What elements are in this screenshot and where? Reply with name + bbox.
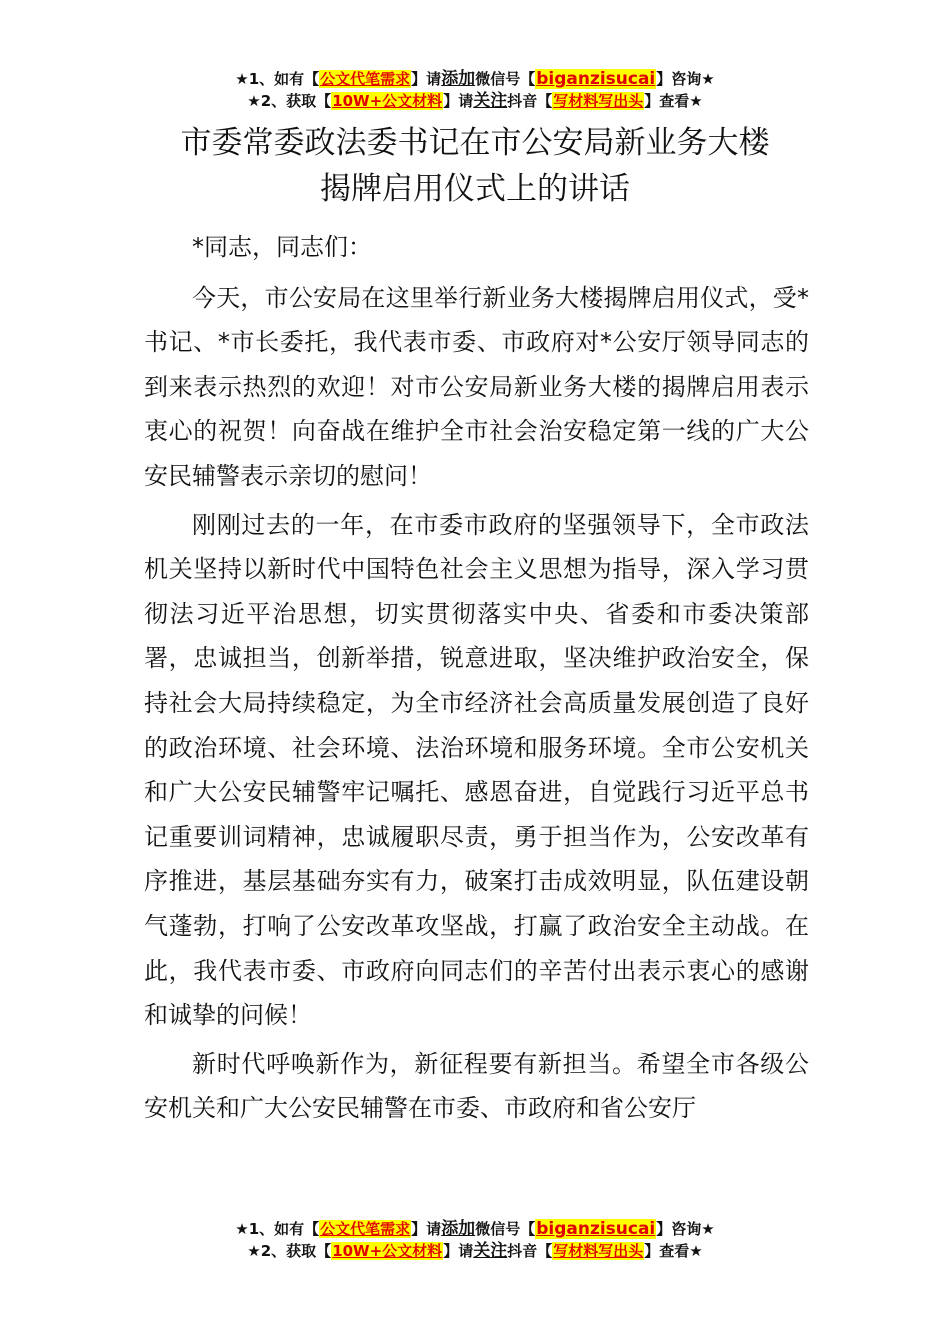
banner-underline: 关注: [473, 91, 508, 111]
banner-underline: 添加: [441, 1219, 476, 1239]
banner-line-2: [0, 1240, 950, 1262]
salutation: *同志，同志们：: [192, 233, 372, 261]
paragraph-3: 新时代呼唤新作为，新征程要有新担当。希望全市各级公安机关和广大公安民辅警在市委、市政府和省公安厅: [144, 1049, 809, 1123]
banner-underline: 关注: [473, 1241, 508, 1261]
banner-text: 微信号【: [475, 70, 536, 88]
banner-line-1: [0, 68, 950, 90]
banner-text: 抖音【: [507, 1242, 553, 1260]
banner-highlight: 10W+公文材料: [332, 92, 443, 110]
banner-text: 】请: [443, 1242, 474, 1260]
header-banner: [0, 68, 950, 112]
banner-highlight: biganzisucai: [536, 1219, 656, 1239]
banner-text: ★1、如有【: [235, 1220, 320, 1238]
banner-highlight: biganzisucai: [536, 69, 656, 89]
banner-highlight: 10W+公文材料: [332, 1242, 443, 1260]
banner-text: 微信号【: [475, 1220, 536, 1238]
banner-text: 】请: [443, 92, 474, 110]
banner-highlight: 写材料写出头: [553, 1242, 644, 1260]
banner-text: 】请: [411, 70, 442, 88]
document-body: [144, 225, 809, 1131]
banner-highlight: 公文代笔需求: [320, 1220, 411, 1238]
footer-banner: [0, 1218, 950, 1262]
banner-underline: 添加: [441, 69, 476, 89]
banner-text: 抖音【: [507, 92, 553, 110]
banner-highlight: 公文代笔需求: [320, 70, 411, 88]
paragraph-1: 今天，市公安局在这里举行新业务大楼揭牌启用仪式，受*书记、*市长委托，我代表市委、市政府对*公安厅领导同志的到来表示热烈的欢迎！对市公安局新业务大楼的揭牌启用表示衷心的祝贺！向奋战在维护全市社会治安稳定第一线的广大公安民辅警表示亲切的慰问！: [144, 283, 809, 490]
banner-line-1: [0, 1218, 950, 1240]
banner-text: 】查看★: [644, 92, 703, 110]
banner-line-2: [0, 90, 950, 112]
banner-text: ★2、获取【: [247, 92, 332, 110]
banner-text: 】查看★: [644, 1242, 703, 1260]
banner-text: ★2、获取【: [247, 1242, 332, 1260]
banner-text: 】咨询★: [656, 70, 715, 88]
document-title: [0, 120, 950, 212]
banner-text: ★1、如有【: [235, 70, 320, 88]
title-line-2: 揭牌启用仪式上的讲话: [320, 171, 630, 207]
banner-highlight: 写材料写出头: [553, 92, 644, 110]
title-line-1: 市委常委政法委书记在市公安局新业务大楼: [180, 125, 770, 161]
paragraph-2: 刚刚过去的一年，在市委市政府的坚强领导下，全市政法机关坚持以新时代中国特色社会主义思想为指导，深入学习贯彻法习近平治思想，切实贯彻落实中央、省委和市委决策部署，忠诚担当，创新举措，锐意进取，坚决维护政治安全，保持社会大局持续稳定，为全市经济社会高质量发展创造了良好的政治环境、社会环境、法治环境和服务环境。全市公安机关和广大公安民辅警牢记嘱托、感恩奋进，自觉践行习近平总书记重要训词精神，忠诚履职尽责，勇于担当作为，公安改革有序推进，基层基础夯实有力，破案打击成效明显，队伍建设朝气蓬勃，打响了公安改革攻坚战，打赢了政治安全主动战。在此，我代表市委、市政府向同志们的辛苦付出表示衷心的感谢和诚挚的问候！: [144, 510, 809, 1030]
banner-text: 】请: [411, 1220, 442, 1238]
banner-text: 】咨询★: [656, 1220, 715, 1238]
